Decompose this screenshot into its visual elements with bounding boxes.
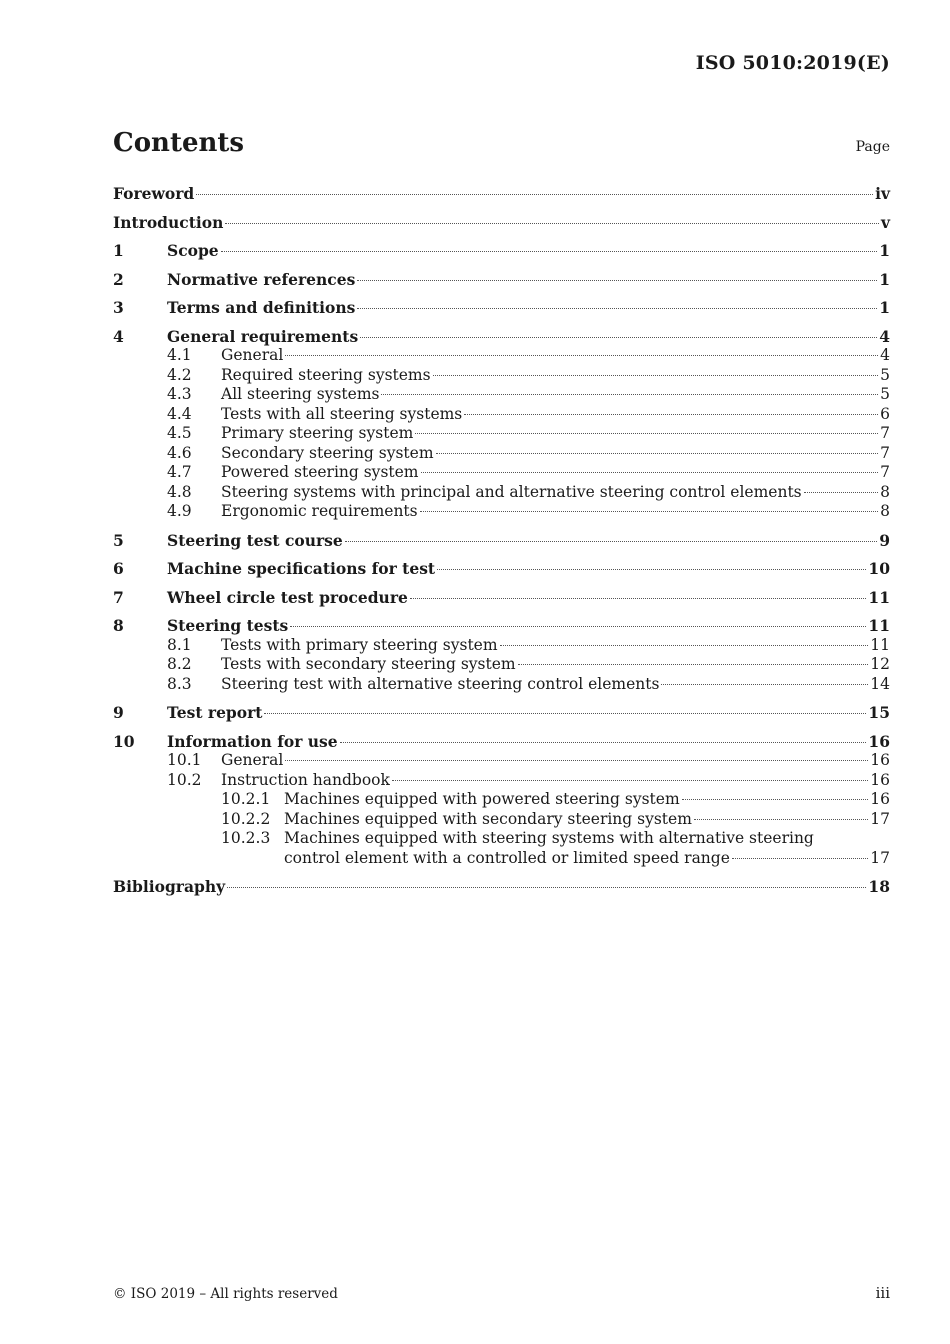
toc-page: 7 (880, 443, 890, 462)
leader-dots (285, 355, 878, 356)
toc-entry-4-5[interactable] (113, 424, 890, 444)
toc-number: 4.7 (167, 463, 192, 481)
leader-dots (410, 598, 867, 599)
toc-title: General (221, 346, 284, 364)
toc-entry-6[interactable] (113, 559, 890, 579)
toc-page: 8 (880, 502, 890, 520)
toc-entry-10-1[interactable] (113, 751, 890, 771)
toc-title: Terms and definitions (167, 298, 356, 317)
leader-dots (437, 569, 866, 570)
toc-page: 15 (868, 703, 890, 722)
leader-dots (357, 308, 877, 309)
toc-page: 16 (870, 770, 890, 789)
toc-page: 8 (880, 482, 890, 501)
toc-title: Steering tests (167, 616, 289, 635)
toc-page: 11 (868, 616, 890, 635)
toc-number: 4.1 (167, 346, 192, 364)
toc-number: 10.2.3 (221, 829, 271, 847)
toc-title: Introduction (113, 212, 224, 232)
toc-title-line-1: Machines equipped with steering systems with alternative steering (284, 829, 814, 847)
leader-dots (290, 626, 866, 627)
toc-title-wrap (284, 829, 890, 868)
toc-number: 5 (113, 530, 124, 550)
toc-title: Secondary steering system (221, 443, 434, 462)
copyright-notice: © ISO 2019 – All rights reserved (113, 1286, 338, 1302)
toc-page: 1 (879, 298, 890, 317)
leader-dots (264, 713, 866, 714)
toc-entry-8-3[interactable] (113, 675, 890, 695)
toc-entry-4-6[interactable] (113, 444, 890, 464)
toc-page: 18 (868, 877, 890, 896)
toc-title: All steering systems (221, 385, 380, 403)
toc-page: 1 (879, 269, 890, 289)
page-footer (113, 1284, 890, 1302)
contents-title: Contents (113, 128, 245, 158)
page-column-label: Page (855, 139, 890, 155)
leader-dots (415, 433, 878, 434)
toc-title: Powered steering system (221, 463, 419, 481)
leader-dots (436, 453, 879, 454)
toc-page: 16 (868, 731, 890, 751)
page-number: iii (875, 1284, 890, 1302)
leader-dots (357, 280, 877, 281)
toc-entry-4-7[interactable] (113, 463, 890, 483)
toc-entry-4-4[interactable] (113, 405, 890, 425)
toc-entry-8[interactable] (113, 616, 890, 636)
toc-title: Tests with primary steering system (221, 635, 498, 654)
toc-entry-bibliography[interactable] (113, 877, 890, 897)
toc-number: 4.2 (167, 365, 192, 384)
leader-dots (420, 511, 879, 512)
leader-dots (682, 799, 869, 800)
toc-entry-4-3[interactable] (113, 385, 890, 405)
toc-title: Wheel circle test procedure (167, 587, 408, 607)
toc-number: 7 (113, 587, 124, 607)
toc-page: 16 (870, 790, 890, 808)
toc-page: 17 (870, 848, 890, 867)
toc-entry-10-2-3[interactable] (113, 829, 890, 868)
toc-number: 10 (113, 731, 135, 751)
toc-number: 9 (113, 703, 124, 722)
toc-page: 11 (870, 635, 890, 654)
toc-page: 9 (879, 530, 890, 550)
leader-dots (500, 645, 869, 646)
toc-title-last-row (284, 849, 890, 869)
toc-entry-9[interactable] (113, 703, 890, 723)
toc-number: 6 (113, 559, 124, 578)
toc-entry-10-2-1[interactable] (113, 790, 890, 810)
leader-dots (661, 684, 868, 685)
leader-dots (518, 664, 869, 665)
toc-page: 5 (880, 365, 890, 384)
toc-page: v (880, 212, 890, 232)
document-id: ISO 5010:2019(E) (695, 52, 890, 74)
toc-number: 3 (113, 298, 124, 317)
contents-header (113, 128, 890, 158)
toc-page: iv (875, 184, 890, 203)
toc-page: 6 (880, 404, 890, 423)
toc-entry-7[interactable] (113, 588, 890, 608)
toc-page: 7 (880, 424, 890, 442)
toc-page: 1 (879, 241, 890, 260)
toc-page: 7 (880, 463, 890, 481)
toc-number: 4.4 (167, 404, 192, 423)
toc-page: 14 (870, 674, 890, 693)
leader-dots (285, 760, 868, 761)
leader-dots (345, 541, 877, 542)
toc-number: 8.1 (167, 635, 192, 654)
toc-page: 4 (879, 326, 890, 346)
toc-title: General requirements (167, 326, 359, 346)
toc-entry-10[interactable] (113, 732, 890, 752)
table-of-contents (113, 184, 890, 897)
toc-entry-5[interactable] (113, 531, 890, 551)
toc-number: 10.2.1 (221, 790, 271, 808)
toc-entry-2[interactable] (113, 270, 890, 290)
leader-dots (225, 223, 879, 224)
toc-number: 8.3 (167, 674, 192, 693)
toc-title: Information for use (167, 731, 338, 751)
toc-entry-8-1[interactable] (113, 636, 890, 656)
toc-title: Primary steering system (221, 424, 414, 442)
toc-number: 2 (113, 269, 124, 289)
toc-title: Tests with secondary steering system (221, 655, 516, 673)
toc-number: 4.8 (167, 482, 192, 501)
toc-number: 10.1 (167, 751, 202, 769)
toc-title: Tests with all steering systems (221, 404, 463, 423)
toc-page: 16 (870, 751, 890, 769)
leader-dots (392, 780, 868, 781)
leader-dots (804, 492, 879, 493)
leader-dots (421, 472, 879, 473)
toc-number: 8.2 (167, 655, 192, 673)
leader-dots (196, 194, 873, 195)
toc-title: Ergonomic requirements (221, 502, 418, 520)
leader-dots (227, 887, 866, 888)
leader-dots (340, 742, 867, 743)
toc-entry-4-1[interactable] (113, 346, 890, 366)
toc-title: Steering systems with principal and alternative steering control elements (221, 482, 802, 501)
toc-title: Required steering systems (221, 365, 431, 384)
toc-title: General (221, 751, 284, 769)
toc-page: 10 (868, 559, 890, 578)
leader-dots (464, 414, 878, 415)
leader-dots (732, 858, 868, 859)
toc-title: Steering test with alternative steering control elements (221, 674, 660, 693)
toc-number: 4.3 (167, 385, 192, 403)
toc-page: 17 (870, 809, 890, 828)
toc-number: 1 (113, 241, 124, 260)
toc-title: Foreword (113, 184, 195, 203)
leader-dots (360, 337, 877, 338)
toc-page: 11 (868, 587, 890, 607)
toc-entry-introduction[interactable] (113, 213, 890, 233)
toc-number: 4.9 (167, 502, 192, 520)
toc-entry-3[interactable] (113, 298, 890, 318)
toc-page: 12 (870, 655, 890, 673)
toc-number: 4.6 (167, 443, 192, 462)
toc-title: Machine specifications for test (167, 559, 436, 578)
toc-number: 4 (113, 326, 124, 346)
toc-entry-4-8[interactable] (113, 483, 890, 503)
toc-entry-10-2[interactable] (113, 771, 890, 791)
leader-dots (221, 251, 878, 252)
toc-number: 10.2 (167, 770, 202, 789)
toc-entry-4-9[interactable] (113, 502, 890, 522)
toc-title: Steering test course (167, 530, 343, 550)
toc-page: 4 (880, 346, 890, 364)
toc-title: Scope (167, 241, 219, 260)
toc-entry-1[interactable] (113, 241, 890, 261)
toc-entry-4[interactable] (113, 327, 890, 347)
toc-number: 8 (113, 616, 124, 635)
toc-title: Test report (167, 703, 263, 722)
toc-page: 5 (880, 385, 890, 403)
toc-number: 4.5 (167, 424, 192, 442)
toc-entry-4-2[interactable] (113, 366, 890, 386)
toc-title: Machines equipped with secondary steering system (284, 809, 692, 828)
toc-title: Normative references (167, 269, 356, 289)
toc-number: 10.2.2 (221, 809, 271, 828)
toc-title-line-2: control element with a controlled or limited speed range (284, 848, 730, 867)
toc-title: Machines equipped with powered steering system (284, 790, 680, 808)
toc-title: Instruction handbook (221, 770, 390, 789)
leader-dots (694, 819, 868, 820)
toc-entry-8-2[interactable] (113, 655, 890, 675)
leader-dots (433, 375, 879, 376)
leader-dots (381, 394, 878, 395)
toc-entry-10-2-2[interactable] (113, 810, 890, 830)
toc-title: Bibliography (113, 877, 226, 896)
toc-entry-foreword[interactable] (113, 184, 890, 204)
